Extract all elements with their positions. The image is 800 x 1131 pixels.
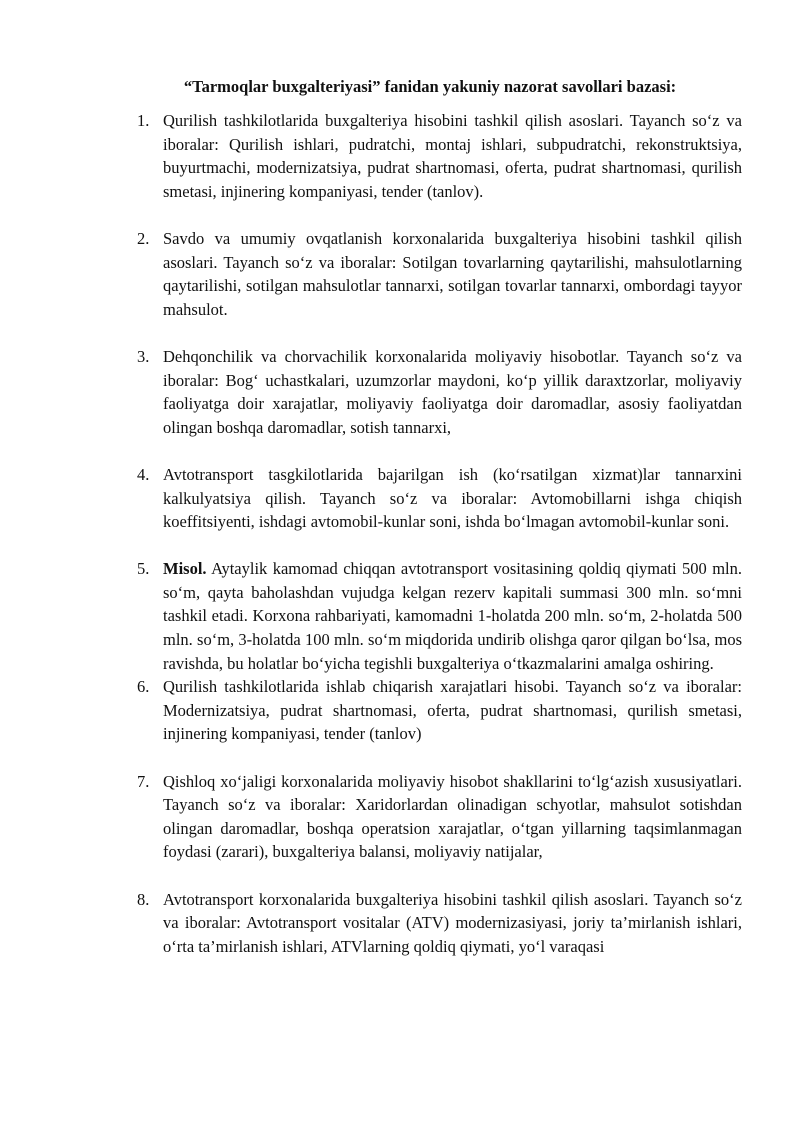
question-text: Avtotransport korxonalarida buxgalteriya hisobini tashkil qilish asoslari. Tayanch so‘z va iboralar: Avtotransport vositalar (ATV) modernizasiyasi, joriy ta’mirlanish ishlari, o‘rta ta’mirlanish ishlari, ATVlarning qoldiq qiymati, yo‘l varaqasi [163,889,742,956]
question-text: Avtotransport tasgkilotlarida bajarilgan ish (ko‘rsatilgan xizmat)lar tannarxini kalkulyatsiya qilish. Tayanch so‘z va iboralar: Avtomobillarni ishga chiqish koeffitsiyenti, ishdagi avtomobil-kunlar soni, ishda bo‘lmagan avtomobil-kunlar soni. [163,464,742,532]
question-text: Qishloq xo‘jaligi korxonalarida moliyaviy hisobot shakllarini to‘lg‘azish xususiyatlari. Tayanch so‘z va iboralar: Xaridorlardan olinadigan schyotlar, mahsulot sotishdan olingan daromadlar, boshqa operatsion xarajatlar, o‘tgan yillarning taqsimlanmagan foydasi (zarari), buxgalteriya balansi, moliyaviy natijalar, [163,771,742,862]
question-item-5 [137,557,742,675]
example-label: Misol. [163,559,207,579]
question-item-7 [137,770,742,864]
question-text: Savdo va umumiy ovqatlanish korxonalarida buxgalteriya hisobini tashkil qilish asoslari. Tayanch so‘z va iboralar: Sotilgan tovarlarning qaytarilishi, mahsulotlarning qaytarilishi, sotilgan mahsulotlar tannarxi, sotilgan tovarlar tannarxi, ombordagi tayyor mahsulot. [163,228,742,319]
question-number: 8. [137,889,150,909]
question-number: 2. [137,228,150,248]
question-number: 1. [137,111,150,130]
question-number: 5. [137,559,150,579]
question-text: Qurilish tashkilotlarida buxgalteriya hisobini tashkil qilish asoslari. Tayanch so‘z va iboralar: Qurilish ishlari, pudratchi, montaj ishlari, subpudratchi, rekonstruktsiya, buyurtmachi, modernizatsiya, pudrat shartnomasi, oferta, pudrat shartnomasi, qurilish smetasi, injinering kompaniyasi, tender (tanlov). [163,111,742,201]
question-list [137,109,742,958]
question-number: 6. [137,677,150,697]
example-body: Aytaylik kamomad chiqqan avtotransport vositasining qoldiq qiymati 500 mln. so‘m, qayta baholashdan vujudga kelgan rezerv kapitali summasi 300 mln. so‘mni tashkil etadi. Korxona rahbariyati, kamomadni 1-holatda 200 mln. so‘m, 2-holatda 500 mln. so‘m, 3-holatda 100 mln. so‘m miqdorida undirib olishga qaror qilgan bo‘lsa, mos ravishda, bu holatlar bo‘yicha tegishli buxgalteriya o‘tkazmalarini amalga oshiring. [163,559,742,673]
question-item-6 [137,675,742,746]
question-text [163,557,742,675]
question-number: 3. [137,346,150,366]
question-text: Qurilish tashkilotlarida ishlab chiqarish xarajatlari hisobi. Tayanch so‘z va iboralar: Modernizatsiya, pudrat shartnomasi, oferta, pudrat shartnomasi, qurilish smetasi, injinering kompaniyasi, tender (tanlov) [163,677,742,744]
question-item-1 [137,109,742,203]
question-item-2 [137,227,742,321]
question-text: Dehqonchilik va chorvachilik korxonalarida moliyaviy hisobotlar. Tayanch so‘z va iboralar: Bog‘ uchastkalari, uzumzorlar maydoni, ko‘p yillik daraxtzorlar, moliyaviy faoliyatga doir xarajatlar, moliyaviy faoliyatga doir daromadlar, asosiy faoliyatdan olingan boshqa daromadlar, sotish tannarxi, [163,346,742,437]
question-number: 4. [137,464,150,484]
question-item-8 [137,888,742,959]
question-number: 7. [137,771,150,791]
question-item-4 [137,463,742,534]
document-title: “Tarmoqlar buxgalteriyasi” fanidan yakuniy nazorat savollari bazasi: [183,77,677,96]
question-item-3 [137,345,742,439]
